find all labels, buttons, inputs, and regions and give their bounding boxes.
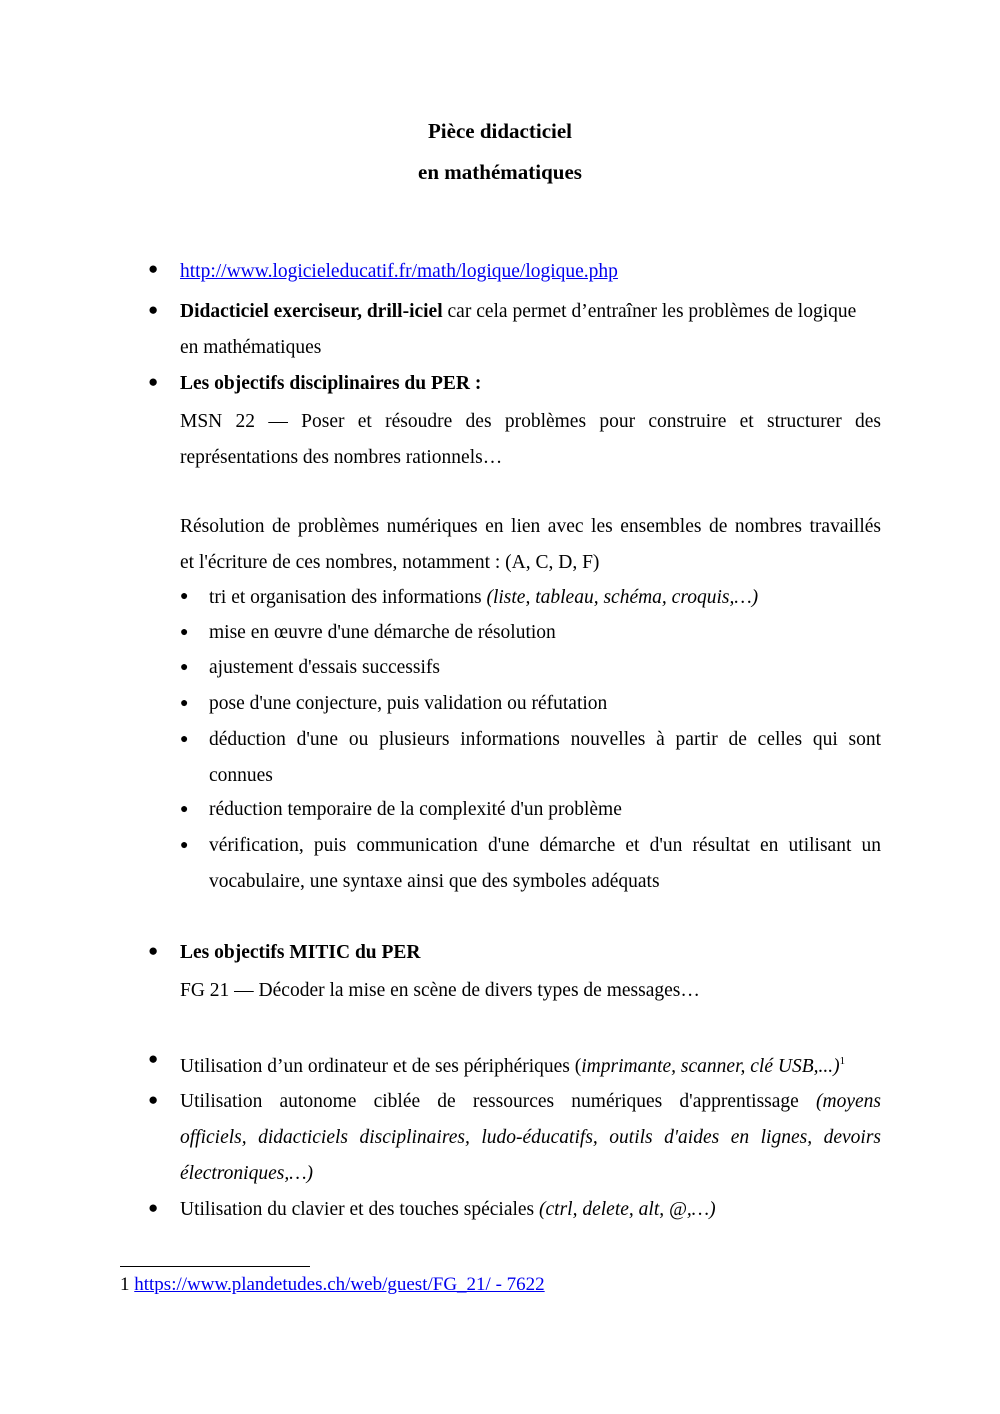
fg-line: FG 21 — Décoder la mise en scène de divers types de messages…	[180, 980, 700, 1001]
sub-bullet-icon: ●	[180, 589, 189, 604]
footnote-ref[interactable]: 1	[839, 1055, 846, 1067]
resolution-paragraph	[180, 509, 881, 581]
sub-item-reduction: réduction temporaire de la complexité d'un problème	[209, 799, 622, 820]
sub-item-text: tri et organisation des informations	[209, 587, 487, 608]
drill-text-cont: en mathématiques	[180, 337, 322, 358]
list-item	[180, 254, 881, 290]
ordinateur-italic: imprimante, scanner, clé USB,...)	[581, 1056, 840, 1077]
autonome-italic-2: officiels, didacticiels disciplinaires, ludo-éducatifs, outils d'aides en lignes, devoirs	[180, 1127, 881, 1148]
sub-item-pose: pose d'une conjecture, puis validation ou réfutation	[209, 693, 608, 714]
bullet-icon: ●	[148, 372, 159, 391]
verification-line-1: vérification, puis communication d'une démarche et d'un résultat en utilisant un	[209, 835, 881, 856]
footnote-divider	[120, 1266, 310, 1267]
drill-label: Didacticiel exerciseur, drill-iciel	[180, 301, 443, 322]
sub-item-verification	[209, 828, 881, 900]
msn-line-1: MSN 22 — Poser et résoudre des problèmes pour construire et structurer des	[180, 411, 881, 432]
sub-bullet-icon: ●	[180, 732, 189, 747]
clavier-text: Utilisation du clavier et des touches spéciales	[180, 1199, 540, 1220]
page-title: Pièce didacticiel	[427, 119, 573, 143]
deduction-line-2: connues	[209, 765, 273, 786]
bullet-icon: ●	[148, 300, 159, 319]
bullet-icon: ●	[148, 941, 159, 960]
sub-item-tri	[209, 580, 881, 616]
bullet-icon: ●	[148, 1198, 159, 1217]
clavier-italic: (ctrl, delete, alt, @,…)	[539, 1199, 716, 1220]
msn-line-2: représentations des nombres rationnels…	[180, 447, 503, 468]
list-item	[180, 366, 881, 402]
list-item	[180, 1043, 881, 1085]
sub-bullet-icon: ●	[180, 802, 189, 817]
mitic-heading: Les objectifs MITIC du PER	[180, 942, 421, 963]
autonome-italic-1: (moyens	[816, 1091, 881, 1112]
sub-item-ajustement: ajustement d'essais successifs	[209, 657, 440, 678]
page-subtitle: en mathématiques	[418, 160, 582, 184]
sub-item-deduction	[209, 722, 881, 794]
sub-item-mise: mise en œuvre d'une démarche de résolution	[209, 622, 556, 643]
footnote-link[interactable]: https://www.plandetudes.ch/web/guest/FG_21/ - 7622	[134, 1274, 545, 1295]
drill-text: car cela permet d’entraîner les problèmes de logique	[442, 301, 857, 322]
sub-bullet-icon: ●	[180, 838, 189, 853]
deduction-line-1: déduction d'une ou plusieurs informations nouvelles à partir de celles qui sont	[209, 729, 881, 750]
msn-paragraph	[180, 404, 881, 476]
verification-line-2: vocabulaire, une syntaxe ainsi que des symboles adéquats	[209, 871, 660, 892]
resource-link[interactable]: http://www.logicieleducatif.fr/math/logique/logique.php	[180, 261, 618, 282]
per-heading: Les objectifs disciplinaires du PER :	[180, 373, 482, 394]
sub-item-italic: (liste, tableau, schéma, croquis,…)	[486, 587, 759, 608]
footnote-number: 1	[120, 1274, 135, 1295]
sub-bullet-icon: ●	[180, 696, 189, 711]
footnote	[120, 1274, 545, 1296]
autonome-italic-3: électroniques,…)	[180, 1163, 314, 1184]
list-item	[180, 1084, 881, 1192]
list-item	[180, 1192, 881, 1228]
list-item	[180, 935, 881, 971]
bullet-icon: ●	[148, 1090, 159, 1109]
list-item	[180, 294, 881, 366]
resolution-line-1: Résolution de problèmes numériques en lien avec les ensembles de nombres travaillés	[180, 516, 881, 537]
bullet-icon: ●	[148, 259, 159, 278]
bullet-icon: ●	[148, 1049, 159, 1068]
resolution-line-2: et l'écriture de ces nombres, notamment : (A, C, D, F)	[180, 552, 600, 573]
ordinateur-text: Utilisation d’un ordinateur et de ses périphériques (	[180, 1056, 582, 1077]
sub-bullet-icon: ●	[180, 625, 189, 640]
autonome-text: Utilisation autonome ciblée de ressources numériques d'apprentissage	[180, 1091, 817, 1112]
sub-bullet-icon: ●	[180, 660, 189, 675]
